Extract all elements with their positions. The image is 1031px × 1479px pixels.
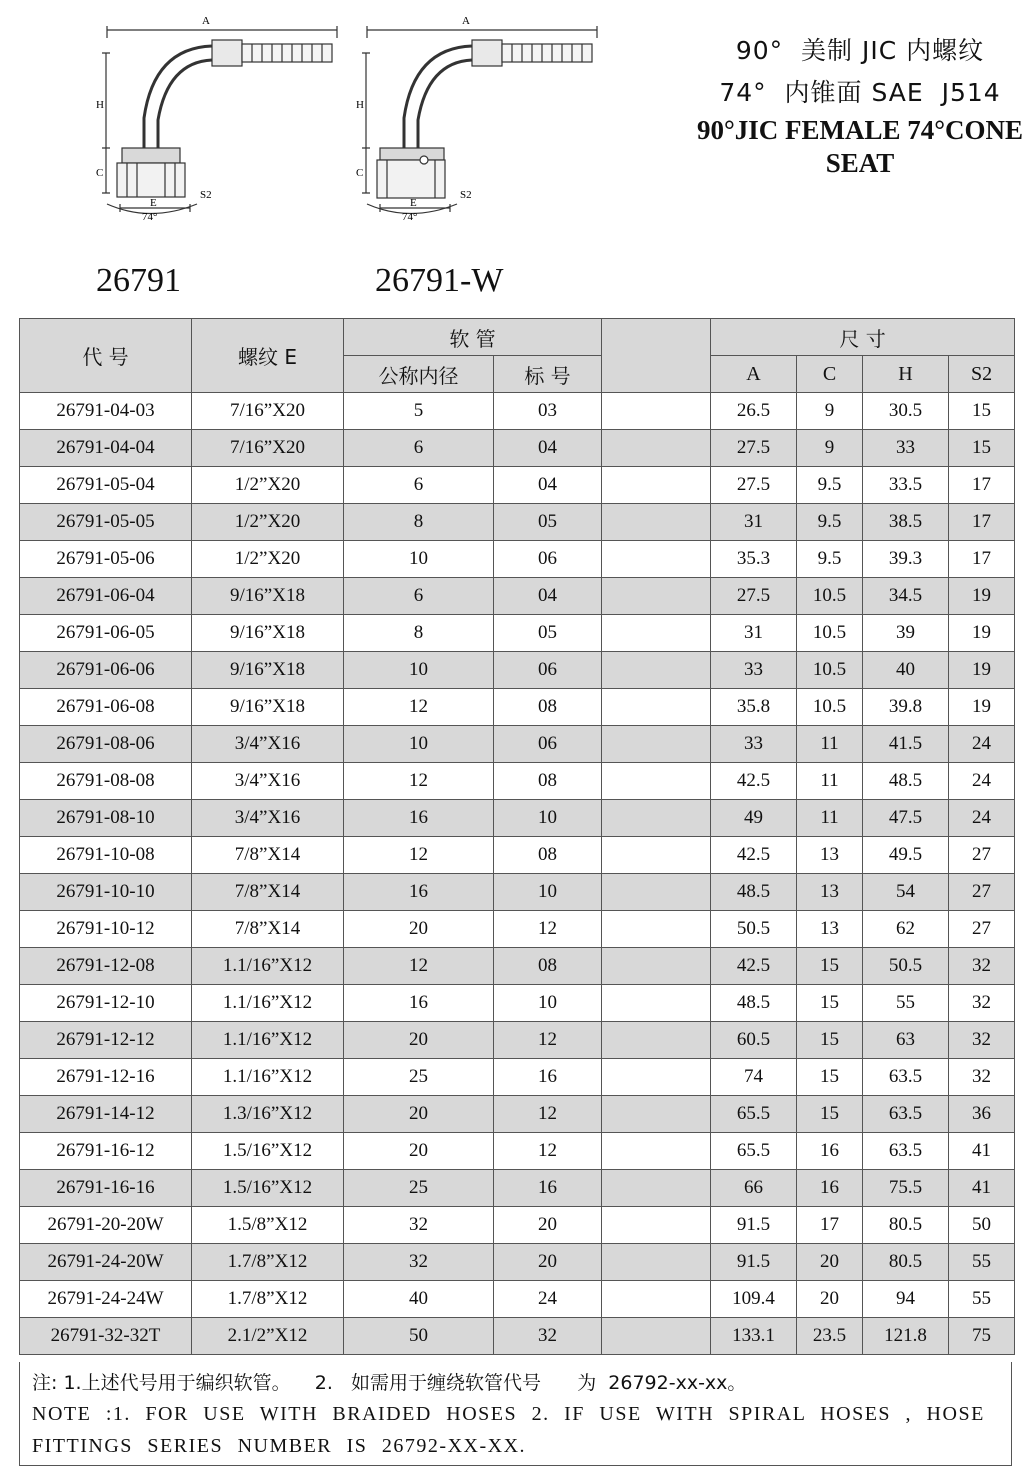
cell-c: 9.5 bbox=[797, 504, 863, 541]
cell-code: 26791-04-04 bbox=[20, 430, 192, 467]
cell-s2: 17 bbox=[949, 467, 1015, 504]
dim-h-label: H bbox=[96, 99, 104, 111]
cell-s2: 50 bbox=[949, 1207, 1015, 1244]
cell-c: 16 bbox=[797, 1170, 863, 1207]
cell-h: 80.5 bbox=[863, 1244, 949, 1281]
cell-s2: 32 bbox=[949, 1059, 1015, 1096]
cell-hose-dn: 10 bbox=[344, 541, 494, 578]
cell-h: 33.5 bbox=[863, 467, 949, 504]
cell-hose-mark: 10 bbox=[494, 874, 602, 911]
cell-hose-dn: 6 bbox=[344, 430, 494, 467]
header-hose-dn: 公称内径 bbox=[344, 356, 494, 393]
cell-c: 15 bbox=[797, 1059, 863, 1096]
model-number-right: 26791-W bbox=[375, 262, 504, 299]
title-cn-line2: 74° 内锥面 SAE J514 bbox=[719, 78, 1001, 107]
spec-table bbox=[19, 318, 1015, 1355]
cell-s2: 41 bbox=[949, 1170, 1015, 1207]
cell-blank bbox=[602, 689, 711, 726]
cell-hose-dn: 12 bbox=[344, 837, 494, 874]
cell-a: 48.5 bbox=[711, 985, 797, 1022]
cell-s2: 17 bbox=[949, 541, 1015, 578]
cell-h: 75.5 bbox=[863, 1170, 949, 1207]
cell-c: 15 bbox=[797, 985, 863, 1022]
cell-h: 94 bbox=[863, 1281, 949, 1318]
cell-thread: 1/2”X20 bbox=[192, 504, 344, 541]
table-row bbox=[20, 985, 1015, 1022]
table-row bbox=[20, 948, 1015, 985]
cell-hose-mark: 08 bbox=[494, 689, 602, 726]
cell-hose-mark: 04 bbox=[494, 430, 602, 467]
cell-code: 26791-14-12 bbox=[20, 1096, 192, 1133]
cell-s2: 24 bbox=[949, 763, 1015, 800]
cell-code: 26791-10-10 bbox=[20, 874, 192, 911]
cell-a: 27.5 bbox=[711, 578, 797, 615]
cell-s2: 27 bbox=[949, 874, 1015, 911]
cell-s2: 36 bbox=[949, 1096, 1015, 1133]
table-row bbox=[20, 430, 1015, 467]
table-row bbox=[20, 541, 1015, 578]
dim-a-label: A bbox=[202, 15, 210, 27]
cell-code: 26791-04-03 bbox=[20, 393, 192, 430]
cell-blank bbox=[602, 1281, 711, 1318]
cell-s2: 15 bbox=[949, 430, 1015, 467]
cell-a: 60.5 bbox=[711, 1022, 797, 1059]
cell-hose-dn: 40 bbox=[344, 1281, 494, 1318]
table-row bbox=[20, 1318, 1015, 1355]
cell-thread: 7/8”X14 bbox=[192, 911, 344, 948]
cell-h: 63 bbox=[863, 1022, 949, 1059]
cell-blank bbox=[602, 985, 711, 1022]
cell-hose-dn: 25 bbox=[344, 1059, 494, 1096]
footnote-cn: 注: 1.上述代号用于编织软管。 2. 如需用于缠绕软管代号 为 26792-xx-xx。 bbox=[32, 1372, 747, 1394]
table-row bbox=[20, 393, 1015, 430]
cell-blank bbox=[602, 1022, 711, 1059]
cell-blank bbox=[602, 393, 711, 430]
cell-hose-mark: 12 bbox=[494, 1133, 602, 1170]
cell-thread: 1.1/16”X12 bbox=[192, 1022, 344, 1059]
table-row bbox=[20, 1133, 1015, 1170]
cell-a: 133.1 bbox=[711, 1318, 797, 1355]
footnote bbox=[19, 1362, 1012, 1466]
table-row bbox=[20, 1207, 1015, 1244]
cell-thread: 1.3/16”X12 bbox=[192, 1096, 344, 1133]
cell-c: 13 bbox=[797, 874, 863, 911]
cell-h: 121.8 bbox=[863, 1318, 949, 1355]
cell-s2: 55 bbox=[949, 1244, 1015, 1281]
cell-c: 9 bbox=[797, 430, 863, 467]
cell-hose-mark: 24 bbox=[494, 1281, 602, 1318]
header-h: H bbox=[863, 356, 949, 393]
cell-hose-dn: 8 bbox=[344, 504, 494, 541]
cell-c: 16 bbox=[797, 1133, 863, 1170]
table-row bbox=[20, 615, 1015, 652]
cell-c: 17 bbox=[797, 1207, 863, 1244]
header-thread: 螺纹 E bbox=[192, 319, 344, 393]
cell-a: 49 bbox=[711, 800, 797, 837]
cell-blank bbox=[602, 837, 711, 874]
cell-hose-mark: 20 bbox=[494, 1207, 602, 1244]
header-c: C bbox=[797, 356, 863, 393]
cell-blank bbox=[602, 1096, 711, 1133]
cell-c: 13 bbox=[797, 837, 863, 874]
table-row bbox=[20, 1096, 1015, 1133]
title-en-line2: SEAT bbox=[825, 148, 895, 178]
cell-hose-dn: 50 bbox=[344, 1318, 494, 1355]
cell-blank bbox=[602, 504, 711, 541]
table-row bbox=[20, 1281, 1015, 1318]
cell-blank bbox=[602, 763, 711, 800]
table-row bbox=[20, 1022, 1015, 1059]
cell-thread: 9/16”X18 bbox=[192, 615, 344, 652]
cell-c: 9.5 bbox=[797, 541, 863, 578]
cell-hose-dn: 5 bbox=[344, 393, 494, 430]
cell-code: 26791-08-10 bbox=[20, 800, 192, 837]
cell-hose-mark: 32 bbox=[494, 1318, 602, 1355]
cell-c: 11 bbox=[797, 726, 863, 763]
cell-blank bbox=[602, 1244, 711, 1281]
cell-code: 26791-12-10 bbox=[20, 985, 192, 1022]
cell-code: 26791-05-04 bbox=[20, 467, 192, 504]
fitting-drawing-26791-w bbox=[352, 8, 602, 223]
cell-s2: 32 bbox=[949, 948, 1015, 985]
table-row bbox=[20, 1244, 1015, 1281]
header-dimensions: 尺 寸 bbox=[711, 319, 1015, 356]
cell-h: 33 bbox=[863, 430, 949, 467]
cell-hose-mark: 05 bbox=[494, 504, 602, 541]
cell-hose-mark: 06 bbox=[494, 652, 602, 689]
cell-blank bbox=[602, 1170, 711, 1207]
cell-code: 26791-10-12 bbox=[20, 911, 192, 948]
cell-blank bbox=[602, 1318, 711, 1355]
cell-thread: 7/16”X20 bbox=[192, 393, 344, 430]
product-title bbox=[690, 30, 1030, 180]
cell-hose-mark: 03 bbox=[494, 393, 602, 430]
cell-code: 26791-05-05 bbox=[20, 504, 192, 541]
dim-c-label: C bbox=[356, 167, 364, 179]
cell-a: 27.5 bbox=[711, 467, 797, 504]
cell-s2: 32 bbox=[949, 985, 1015, 1022]
header-blank bbox=[602, 319, 711, 393]
cell-blank bbox=[602, 911, 711, 948]
cell-thread: 3/4”X16 bbox=[192, 726, 344, 763]
cell-h: 30.5 bbox=[863, 393, 949, 430]
cell-thread: 3/4”X16 bbox=[192, 763, 344, 800]
cell-blank bbox=[602, 948, 711, 985]
cell-code: 26791-12-16 bbox=[20, 1059, 192, 1096]
cell-hose-mark: 12 bbox=[494, 1022, 602, 1059]
cell-s2: 75 bbox=[949, 1318, 1015, 1355]
cell-a: 31 bbox=[711, 615, 797, 652]
cell-hose-mark: 10 bbox=[494, 800, 602, 837]
cell-hose-dn: 16 bbox=[344, 800, 494, 837]
cell-hose-dn: 10 bbox=[344, 726, 494, 763]
cell-thread: 7/8”X14 bbox=[192, 874, 344, 911]
cell-hose-mark: 20 bbox=[494, 1244, 602, 1281]
cell-s2: 24 bbox=[949, 726, 1015, 763]
cell-thread: 1.5/16”X12 bbox=[192, 1170, 344, 1207]
cell-hose-mark: 08 bbox=[494, 948, 602, 985]
cell-hose-dn: 32 bbox=[344, 1207, 494, 1244]
cell-c: 10.5 bbox=[797, 652, 863, 689]
table-row bbox=[20, 726, 1015, 763]
cell-thread: 1.5/16”X12 bbox=[192, 1133, 344, 1170]
dim-c-label: C bbox=[96, 167, 104, 179]
table-row bbox=[20, 504, 1015, 541]
cell-h: 63.5 bbox=[863, 1096, 949, 1133]
cell-s2: 32 bbox=[949, 1022, 1015, 1059]
cell-s2: 41 bbox=[949, 1133, 1015, 1170]
cell-c: 9.5 bbox=[797, 467, 863, 504]
cell-code: 26791-12-12 bbox=[20, 1022, 192, 1059]
angle-label: 74° bbox=[402, 211, 418, 223]
title-cn-line1: 90° 美制 JIC 内螺纹 bbox=[735, 36, 985, 65]
cell-a: 42.5 bbox=[711, 763, 797, 800]
cell-blank bbox=[602, 1059, 711, 1096]
cell-hose-mark: 16 bbox=[494, 1170, 602, 1207]
table-row bbox=[20, 837, 1015, 874]
cell-hose-mark: 16 bbox=[494, 1059, 602, 1096]
cell-a: 33 bbox=[711, 726, 797, 763]
table-row bbox=[20, 467, 1015, 504]
table-row bbox=[20, 1059, 1015, 1096]
fitting-drawing-26791 bbox=[92, 8, 342, 223]
table-row bbox=[20, 800, 1015, 837]
cell-h: 54 bbox=[863, 874, 949, 911]
cell-hose-mark: 10 bbox=[494, 985, 602, 1022]
cell-a: 109.4 bbox=[711, 1281, 797, 1318]
cell-blank bbox=[602, 726, 711, 763]
s2-label: S2 bbox=[460, 189, 472, 201]
cell-thread: 1/2”X20 bbox=[192, 467, 344, 504]
cell-c: 13 bbox=[797, 911, 863, 948]
cell-code: 26791-05-06 bbox=[20, 541, 192, 578]
angle-label: 74° bbox=[142, 211, 158, 223]
cell-thread: 1.5/8”X12 bbox=[192, 1207, 344, 1244]
cell-a: 31 bbox=[711, 504, 797, 541]
cell-s2: 27 bbox=[949, 837, 1015, 874]
cell-h: 80.5 bbox=[863, 1207, 949, 1244]
cell-hose-dn: 16 bbox=[344, 985, 494, 1022]
cell-hose-dn: 6 bbox=[344, 578, 494, 615]
cell-a: 42.5 bbox=[711, 948, 797, 985]
table-row bbox=[20, 1170, 1015, 1207]
cell-code: 26791-24-24W bbox=[20, 1281, 192, 1318]
cell-c: 10.5 bbox=[797, 615, 863, 652]
cell-hose-mark: 06 bbox=[494, 726, 602, 763]
cell-code: 26791-20-20W bbox=[20, 1207, 192, 1244]
cell-hose-dn: 20 bbox=[344, 1133, 494, 1170]
cell-hose-mark: 04 bbox=[494, 578, 602, 615]
cell-a: 66 bbox=[711, 1170, 797, 1207]
footnote-en: NOTE :1. FOR USE WITH BRAIDED HOSES 2. IF USE WITH SPIRAL HOSES , HOSE FITTINGS SERIES NUMBER IS 26792-XX-XX. bbox=[32, 1403, 985, 1457]
cell-thread: 1.1/16”X12 bbox=[192, 985, 344, 1022]
cell-hose-mark: 06 bbox=[494, 541, 602, 578]
cell-c: 15 bbox=[797, 1022, 863, 1059]
cell-h: 62 bbox=[863, 911, 949, 948]
cell-code: 26791-10-08 bbox=[20, 837, 192, 874]
cell-code: 26791-08-08 bbox=[20, 763, 192, 800]
cell-code: 26791-06-06 bbox=[20, 652, 192, 689]
table-row bbox=[20, 578, 1015, 615]
cell-code: 26791-06-08 bbox=[20, 689, 192, 726]
cell-blank bbox=[602, 467, 711, 504]
cell-c: 10.5 bbox=[797, 689, 863, 726]
cell-thread: 1.7/8”X12 bbox=[192, 1244, 344, 1281]
cell-h: 39 bbox=[863, 615, 949, 652]
cell-s2: 19 bbox=[949, 689, 1015, 726]
model-number-left: 26791 bbox=[96, 262, 181, 299]
header-a: A bbox=[711, 356, 797, 393]
cell-s2: 19 bbox=[949, 652, 1015, 689]
cell-thread: 1.1/16”X12 bbox=[192, 1059, 344, 1096]
cell-hose-mark: 12 bbox=[494, 1096, 602, 1133]
cell-code: 26791-16-12 bbox=[20, 1133, 192, 1170]
cell-s2: 19 bbox=[949, 578, 1015, 615]
cell-h: 34.5 bbox=[863, 578, 949, 615]
cell-a: 42.5 bbox=[711, 837, 797, 874]
cell-code: 26791-06-04 bbox=[20, 578, 192, 615]
cell-thread: 3/4”X16 bbox=[192, 800, 344, 837]
cell-hose-dn: 16 bbox=[344, 874, 494, 911]
cell-h: 38.5 bbox=[863, 504, 949, 541]
spec-table-body bbox=[20, 393, 1015, 1355]
cell-h: 48.5 bbox=[863, 763, 949, 800]
dim-e-label: E bbox=[410, 197, 417, 209]
cell-code: 26791-24-20W bbox=[20, 1244, 192, 1281]
cell-blank bbox=[602, 578, 711, 615]
table-row bbox=[20, 911, 1015, 948]
cell-c: 11 bbox=[797, 763, 863, 800]
cell-h: 63.5 bbox=[863, 1133, 949, 1170]
cell-blank bbox=[602, 430, 711, 467]
cell-hose-dn: 32 bbox=[344, 1244, 494, 1281]
cell-hose-dn: 12 bbox=[344, 689, 494, 726]
cell-code: 26791-16-16 bbox=[20, 1170, 192, 1207]
cell-s2: 27 bbox=[949, 911, 1015, 948]
cell-hose-dn: 20 bbox=[344, 911, 494, 948]
cell-a: 35.3 bbox=[711, 541, 797, 578]
cell-c: 15 bbox=[797, 1096, 863, 1133]
cell-s2: 55 bbox=[949, 1281, 1015, 1318]
cell-thread: 7/8”X14 bbox=[192, 837, 344, 874]
cell-hose-dn: 12 bbox=[344, 948, 494, 985]
cell-thread: 1.1/16”X12 bbox=[192, 948, 344, 985]
cell-a: 27.5 bbox=[711, 430, 797, 467]
cell-blank bbox=[602, 1133, 711, 1170]
cell-hose-dn: 10 bbox=[344, 652, 494, 689]
cell-c: 10.5 bbox=[797, 578, 863, 615]
cell-blank bbox=[602, 541, 711, 578]
cell-thread: 2.1/2”X12 bbox=[192, 1318, 344, 1355]
cell-c: 9 bbox=[797, 393, 863, 430]
table-row bbox=[20, 874, 1015, 911]
table-row bbox=[20, 652, 1015, 689]
cell-thread: 1/2”X20 bbox=[192, 541, 344, 578]
cell-a: 26.5 bbox=[711, 393, 797, 430]
header-s2: S2 bbox=[949, 356, 1015, 393]
header-hose-mark: 标 号 bbox=[494, 356, 602, 393]
cell-code: 26791-32-32T bbox=[20, 1318, 192, 1355]
cell-a: 35.8 bbox=[711, 689, 797, 726]
cell-s2: 24 bbox=[949, 800, 1015, 837]
cell-hose-dn: 6 bbox=[344, 467, 494, 504]
cell-hose-dn: 20 bbox=[344, 1096, 494, 1133]
cell-c: 15 bbox=[797, 948, 863, 985]
cell-h: 50.5 bbox=[863, 948, 949, 985]
cell-a: 48.5 bbox=[711, 874, 797, 911]
cell-hose-mark: 12 bbox=[494, 911, 602, 948]
cell-s2: 19 bbox=[949, 615, 1015, 652]
cell-c: 20 bbox=[797, 1281, 863, 1318]
table-row bbox=[20, 689, 1015, 726]
cell-h: 39.3 bbox=[863, 541, 949, 578]
cell-hose-dn: 8 bbox=[344, 615, 494, 652]
cell-thread: 7/16”X20 bbox=[192, 430, 344, 467]
cell-thread: 9/16”X18 bbox=[192, 652, 344, 689]
cell-thread: 1.7/8”X12 bbox=[192, 1281, 344, 1318]
cell-a: 65.5 bbox=[711, 1133, 797, 1170]
table-row bbox=[20, 763, 1015, 800]
cell-a: 50.5 bbox=[711, 911, 797, 948]
cell-hose-mark: 04 bbox=[494, 467, 602, 504]
cell-a: 65.5 bbox=[711, 1096, 797, 1133]
cell-s2: 17 bbox=[949, 504, 1015, 541]
cell-c: 23.5 bbox=[797, 1318, 863, 1355]
cell-c: 11 bbox=[797, 800, 863, 837]
cell-hose-dn: 25 bbox=[344, 1170, 494, 1207]
cell-hose-mark: 08 bbox=[494, 837, 602, 874]
cell-code: 26791-08-06 bbox=[20, 726, 192, 763]
cell-code: 26791-12-08 bbox=[20, 948, 192, 985]
cell-h: 41.5 bbox=[863, 726, 949, 763]
cell-hose-mark: 05 bbox=[494, 615, 602, 652]
cell-h: 47.5 bbox=[863, 800, 949, 837]
header-hose: 软 管 bbox=[344, 319, 602, 356]
cell-code: 26791-06-05 bbox=[20, 615, 192, 652]
cell-h: 55 bbox=[863, 985, 949, 1022]
cell-blank bbox=[602, 874, 711, 911]
cell-s2: 15 bbox=[949, 393, 1015, 430]
cell-a: 33 bbox=[711, 652, 797, 689]
cell-thread: 9/16”X18 bbox=[192, 578, 344, 615]
cell-blank bbox=[602, 615, 711, 652]
cell-c: 20 bbox=[797, 1244, 863, 1281]
cell-h: 39.8 bbox=[863, 689, 949, 726]
cell-blank bbox=[602, 1207, 711, 1244]
header-code: 代 号 bbox=[20, 319, 192, 393]
cell-h: 63.5 bbox=[863, 1059, 949, 1096]
cell-h: 49.5 bbox=[863, 837, 949, 874]
cell-hose-dn: 12 bbox=[344, 763, 494, 800]
dim-e-label: E bbox=[150, 197, 157, 209]
cell-blank bbox=[602, 652, 711, 689]
cell-thread: 9/16”X18 bbox=[192, 689, 344, 726]
cell-a: 91.5 bbox=[711, 1244, 797, 1281]
dim-a-label: A bbox=[462, 15, 470, 27]
cell-h: 40 bbox=[863, 652, 949, 689]
s2-label: S2 bbox=[200, 189, 212, 201]
dim-h-label: H bbox=[356, 99, 364, 111]
cell-a: 91.5 bbox=[711, 1207, 797, 1244]
cell-a: 74 bbox=[711, 1059, 797, 1096]
cell-hose-mark: 08 bbox=[494, 763, 602, 800]
cell-hose-dn: 20 bbox=[344, 1022, 494, 1059]
title-en-line1: 90°JIC FEMALE 74°CONE bbox=[696, 115, 1024, 145]
cell-blank bbox=[602, 800, 711, 837]
